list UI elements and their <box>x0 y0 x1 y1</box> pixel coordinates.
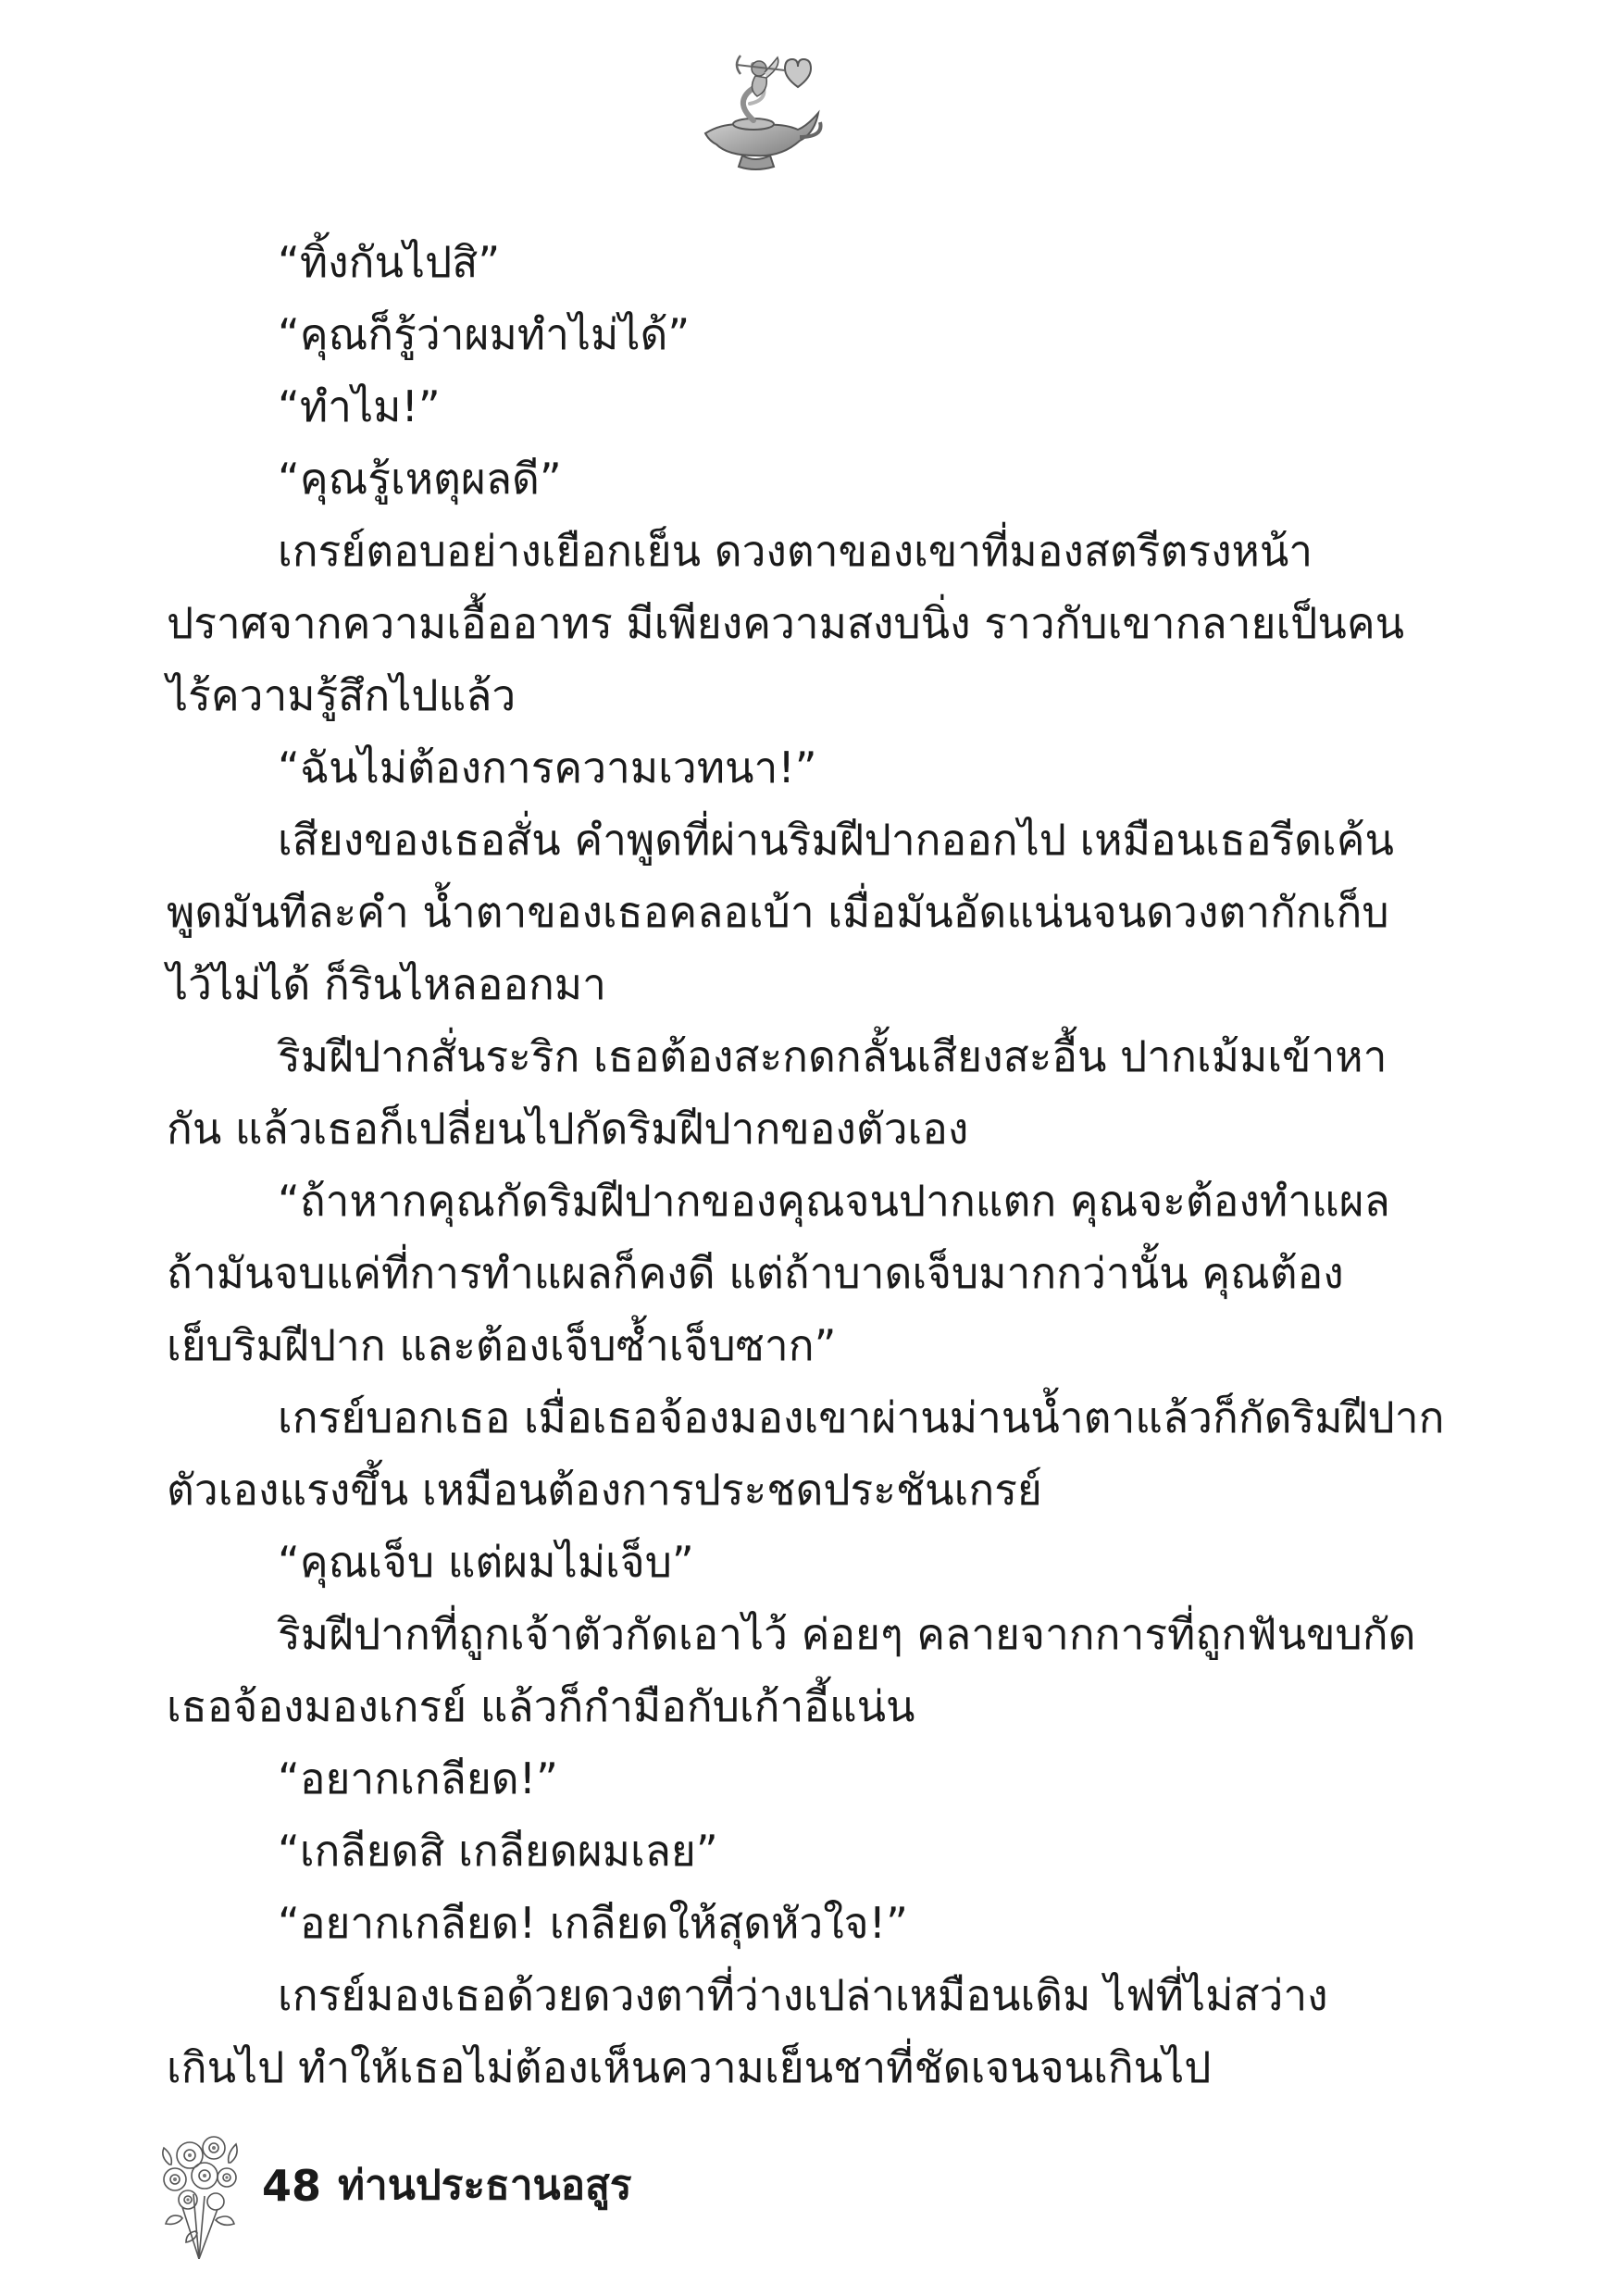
flower-bouquet-icon <box>153 2120 245 2259</box>
text-line: “อยากเกลียด! เกลียดให้สุดหัวใจ!” <box>278 1898 908 1948</box>
genie-lamp-icon <box>689 48 828 178</box>
text-line: พูดมันทีละคำ น้ำตาของเธอคลอเบ้า เมื่อมันอัดแน่นจนดวงตากักเก็บ <box>167 887 1389 937</box>
text-line: “คุณรู้เหตุผลดี” <box>278 454 562 504</box>
text-line: “ทิ้งกันไปสิ” <box>278 237 501 287</box>
text-line: ริมฝีปากสั่นระริก เธอต้องสะกดกลั้นเสียงสะอื้น ปากเม้มเข้าหา <box>278 1031 1388 1081</box>
text-line: เสียงของเธอสั่น คำพูดที่ผ่านริมฝีปากออกไป เหมือนเธอรีดเค้น <box>278 815 1394 865</box>
book-title: ท่านประธานอสูร <box>338 2162 632 2209</box>
story-text <box>167 226 1445 2103</box>
text-line: “อยากเกลียด!” <box>278 1753 558 1803</box>
text-line: “เกลียดสิ เกลียดผมเลย” <box>278 1826 718 1876</box>
text-line: เย็บริมฝีปาก และต้องเจ็บซ้ำเจ็บซาก” <box>167 1320 837 1370</box>
text-line: กัน แล้วเธอก็เปลี่ยนไปกัดริมฝีปากของตัวเอง <box>167 1104 969 1154</box>
page-footer <box>153 2120 986 2259</box>
text-line: เธอจ้องมองเกรย์ แล้วก็กำมือกับเก้าอี้แน่น <box>167 1681 915 1731</box>
text-line: “คุณเจ็บ แต่ผมไม่เจ็บ” <box>278 1537 694 1587</box>
text-line: ปราศจากความเอื้ออาทร มีเพียงความสงบนิ่ง ราวกับเขากลายเป็นคน <box>167 598 1405 648</box>
text-line: เกรย์บอกเธอ เมื่อเธอจ้องมองเขาผ่านม่านน้ำตาแล้วก็กัดริมฝีปาก <box>278 1392 1445 1442</box>
text-line: “ทำไม!” <box>278 381 441 431</box>
text-line: “คุณก็รู้ว่าผมทำไม่ได้” <box>278 309 691 359</box>
page-number: 48 <box>262 2161 322 2211</box>
text-line: เกินไป ทำให้เธอไม่ต้องเห็นความเย็นชาที่ชัดเจนจนเกินไป <box>167 2042 1212 2092</box>
text-line: ตัวเองแรงขึ้น เหมือนต้องการประชดประชันเกรย์ <box>167 1465 1042 1515</box>
text-line: “ฉันไม่ต้องการความเวทนา!” <box>278 742 817 792</box>
text-line: ริมฝีปากที่ถูกเจ้าตัวกัดเอาไว้ ค่อยๆ คลายจากการที่ถูกฟันขบกัด <box>278 1609 1416 1659</box>
text-line: ถ้ามันจบแค่ที่การทำแผลก็คงดี แต่ถ้าบาดเจ็บมากกว่านั้น คุณต้อง <box>167 1248 1344 1298</box>
text-line: เกรย์ตอบอย่างเยือกเย็น ดวงตาของเขาที่มองสตรีตรงหน้า <box>278 526 1313 576</box>
text-line: ไร้ความรู้สึกไปแล้ว <box>167 670 517 720</box>
text-line: ไว้ไม่ได้ ก็รินไหลออกมา <box>167 959 606 1009</box>
text-line: เกรย์มองเธอด้วยดวงตาที่ว่างเปล่าเหมือนเดิม ไฟที่ไม่สว่าง <box>278 1970 1328 2020</box>
text-line: “ถ้าหากคุณกัดริมฝีปากของคุณจนปากแตก คุณจะต้องทำแผล <box>278 1176 1390 1226</box>
